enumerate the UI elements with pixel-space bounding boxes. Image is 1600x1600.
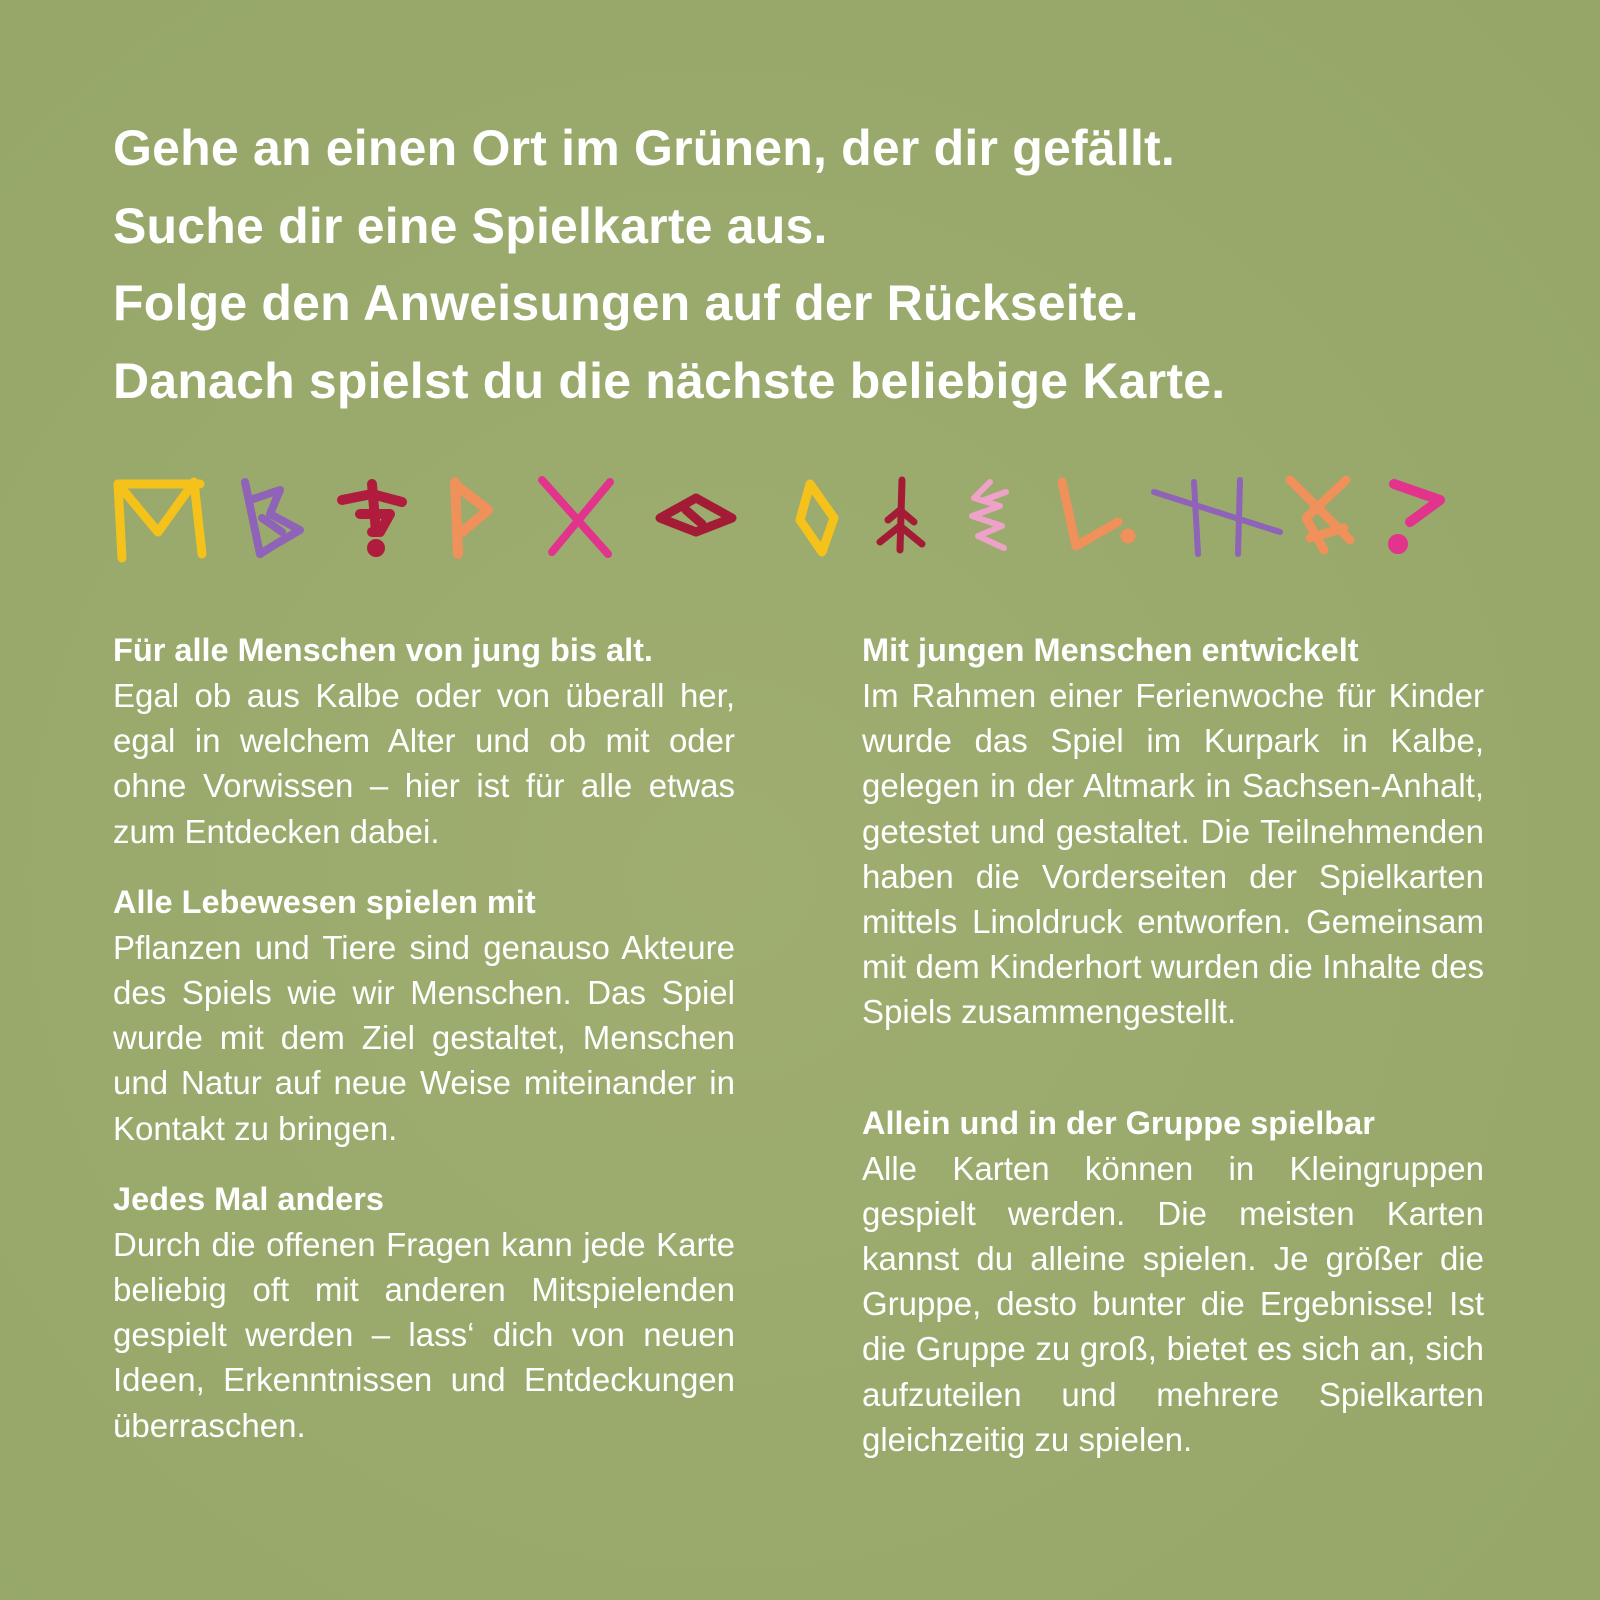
section-developed-with-youth: [862, 628, 1484, 1035]
intro-line-1: Gehe an einen Ort im Grünen, der dir gefällt.: [113, 120, 1175, 176]
section-body: Egal ob aus Kalbe oder von überall her, egal in welchem Alter und ob mit oder ohne Vorwissen – hier ist für alle etwas zum Entdecken dabei.: [113, 677, 735, 850]
rune-eye-icon: [660, 498, 732, 532]
left-column: [113, 628, 735, 1448]
section-body: Alle Karten können in Kleingruppen gespielt werden. Die meisten Karten kannst du alleine spielen. Je größer die Gruppe, desto bunter die Ergebnisse! Ist die Gruppe zu groß, bietet es sich an, sich aufzuteilen und mehrere Spielkarten gleichzeitig zu spielen.: [862, 1149, 1484, 1458]
rune-knot-icon: [1290, 480, 1350, 550]
section-heading: Jedes Mal anders: [113, 1180, 384, 1217]
section-heading: Mit jungen Menschen entwickelt: [862, 632, 1359, 668]
section-all-ages: [113, 628, 735, 854]
rune-p-icon: [455, 482, 488, 554]
section-heading: Für alle Menschen von jung bis alt.: [113, 632, 653, 668]
rune-m-icon: [118, 482, 202, 558]
intro-instructions: [113, 110, 1513, 420]
section-heading: Alle Lebewesen spielen mit: [113, 883, 536, 920]
rune-diamond-icon: [800, 484, 834, 552]
rune-tree-icon: [880, 480, 922, 550]
spacer: [862, 1035, 1484, 1101]
section-solo-and-group: [862, 1101, 1484, 1462]
rune-row: [110, 470, 1490, 580]
spacer: [113, 854, 735, 880]
rune-scribble-icon: [972, 482, 1006, 548]
spacer: [113, 1151, 735, 1177]
section-body: Im Rahmen einer Ferienwoche für Kinder wurde das Spiel im Kurpark in Kalbe, gelegen in der Altmark in Sachsen-Anhalt, getestet und gestaltet. Die Teilnehmenden haben die Vorderseiten der Spielkarten mittels Linoldruck entworfen. Gemeinsam mit dem Kinderhort wurden die Inhalte des Spiels zusammengestellt.: [862, 677, 1484, 1031]
section-every-time-different: [113, 1177, 735, 1448]
intro-line-3: Folge den Anweisungen auf der Rückseite.: [113, 275, 1139, 331]
right-column: [862, 628, 1484, 1462]
section-body: Durch die offenen Fragen kann jede Karte beliebig oft mit anderen Mitspielenden gespielt werden – lass‘ dich von neuen Ideen, Erkenntnissen und Entdeckungen überraschen.: [113, 1225, 735, 1444]
rune-l-icon: [1062, 482, 1131, 546]
rune-x-icon: [542, 480, 610, 554]
section-heading: Allein und in der Gruppe spielbar: [862, 1104, 1375, 1141]
rune-purple-icon: [245, 482, 300, 554]
rune-crimson-icon: [342, 484, 402, 552]
section-all-beings: [113, 880, 735, 1151]
rune-h-icon: [1154, 480, 1280, 554]
intro-line-4: Danach spielst du die nächste beliebige Karte.: [113, 352, 1226, 409]
section-body: Pflanzen und Tiere sind genauso Akteure des Spiels wie wir Menschen. Das Spiel wurde mit dem Ziel gestaltet, Menschen und Natur auf neue Weise miteinander in Kontakt zu bringen.: [113, 928, 735, 1147]
rune-question-icon: [1393, 484, 1440, 549]
intro-line-2: Suche dir eine Spielkarte aus.: [113, 197, 828, 254]
